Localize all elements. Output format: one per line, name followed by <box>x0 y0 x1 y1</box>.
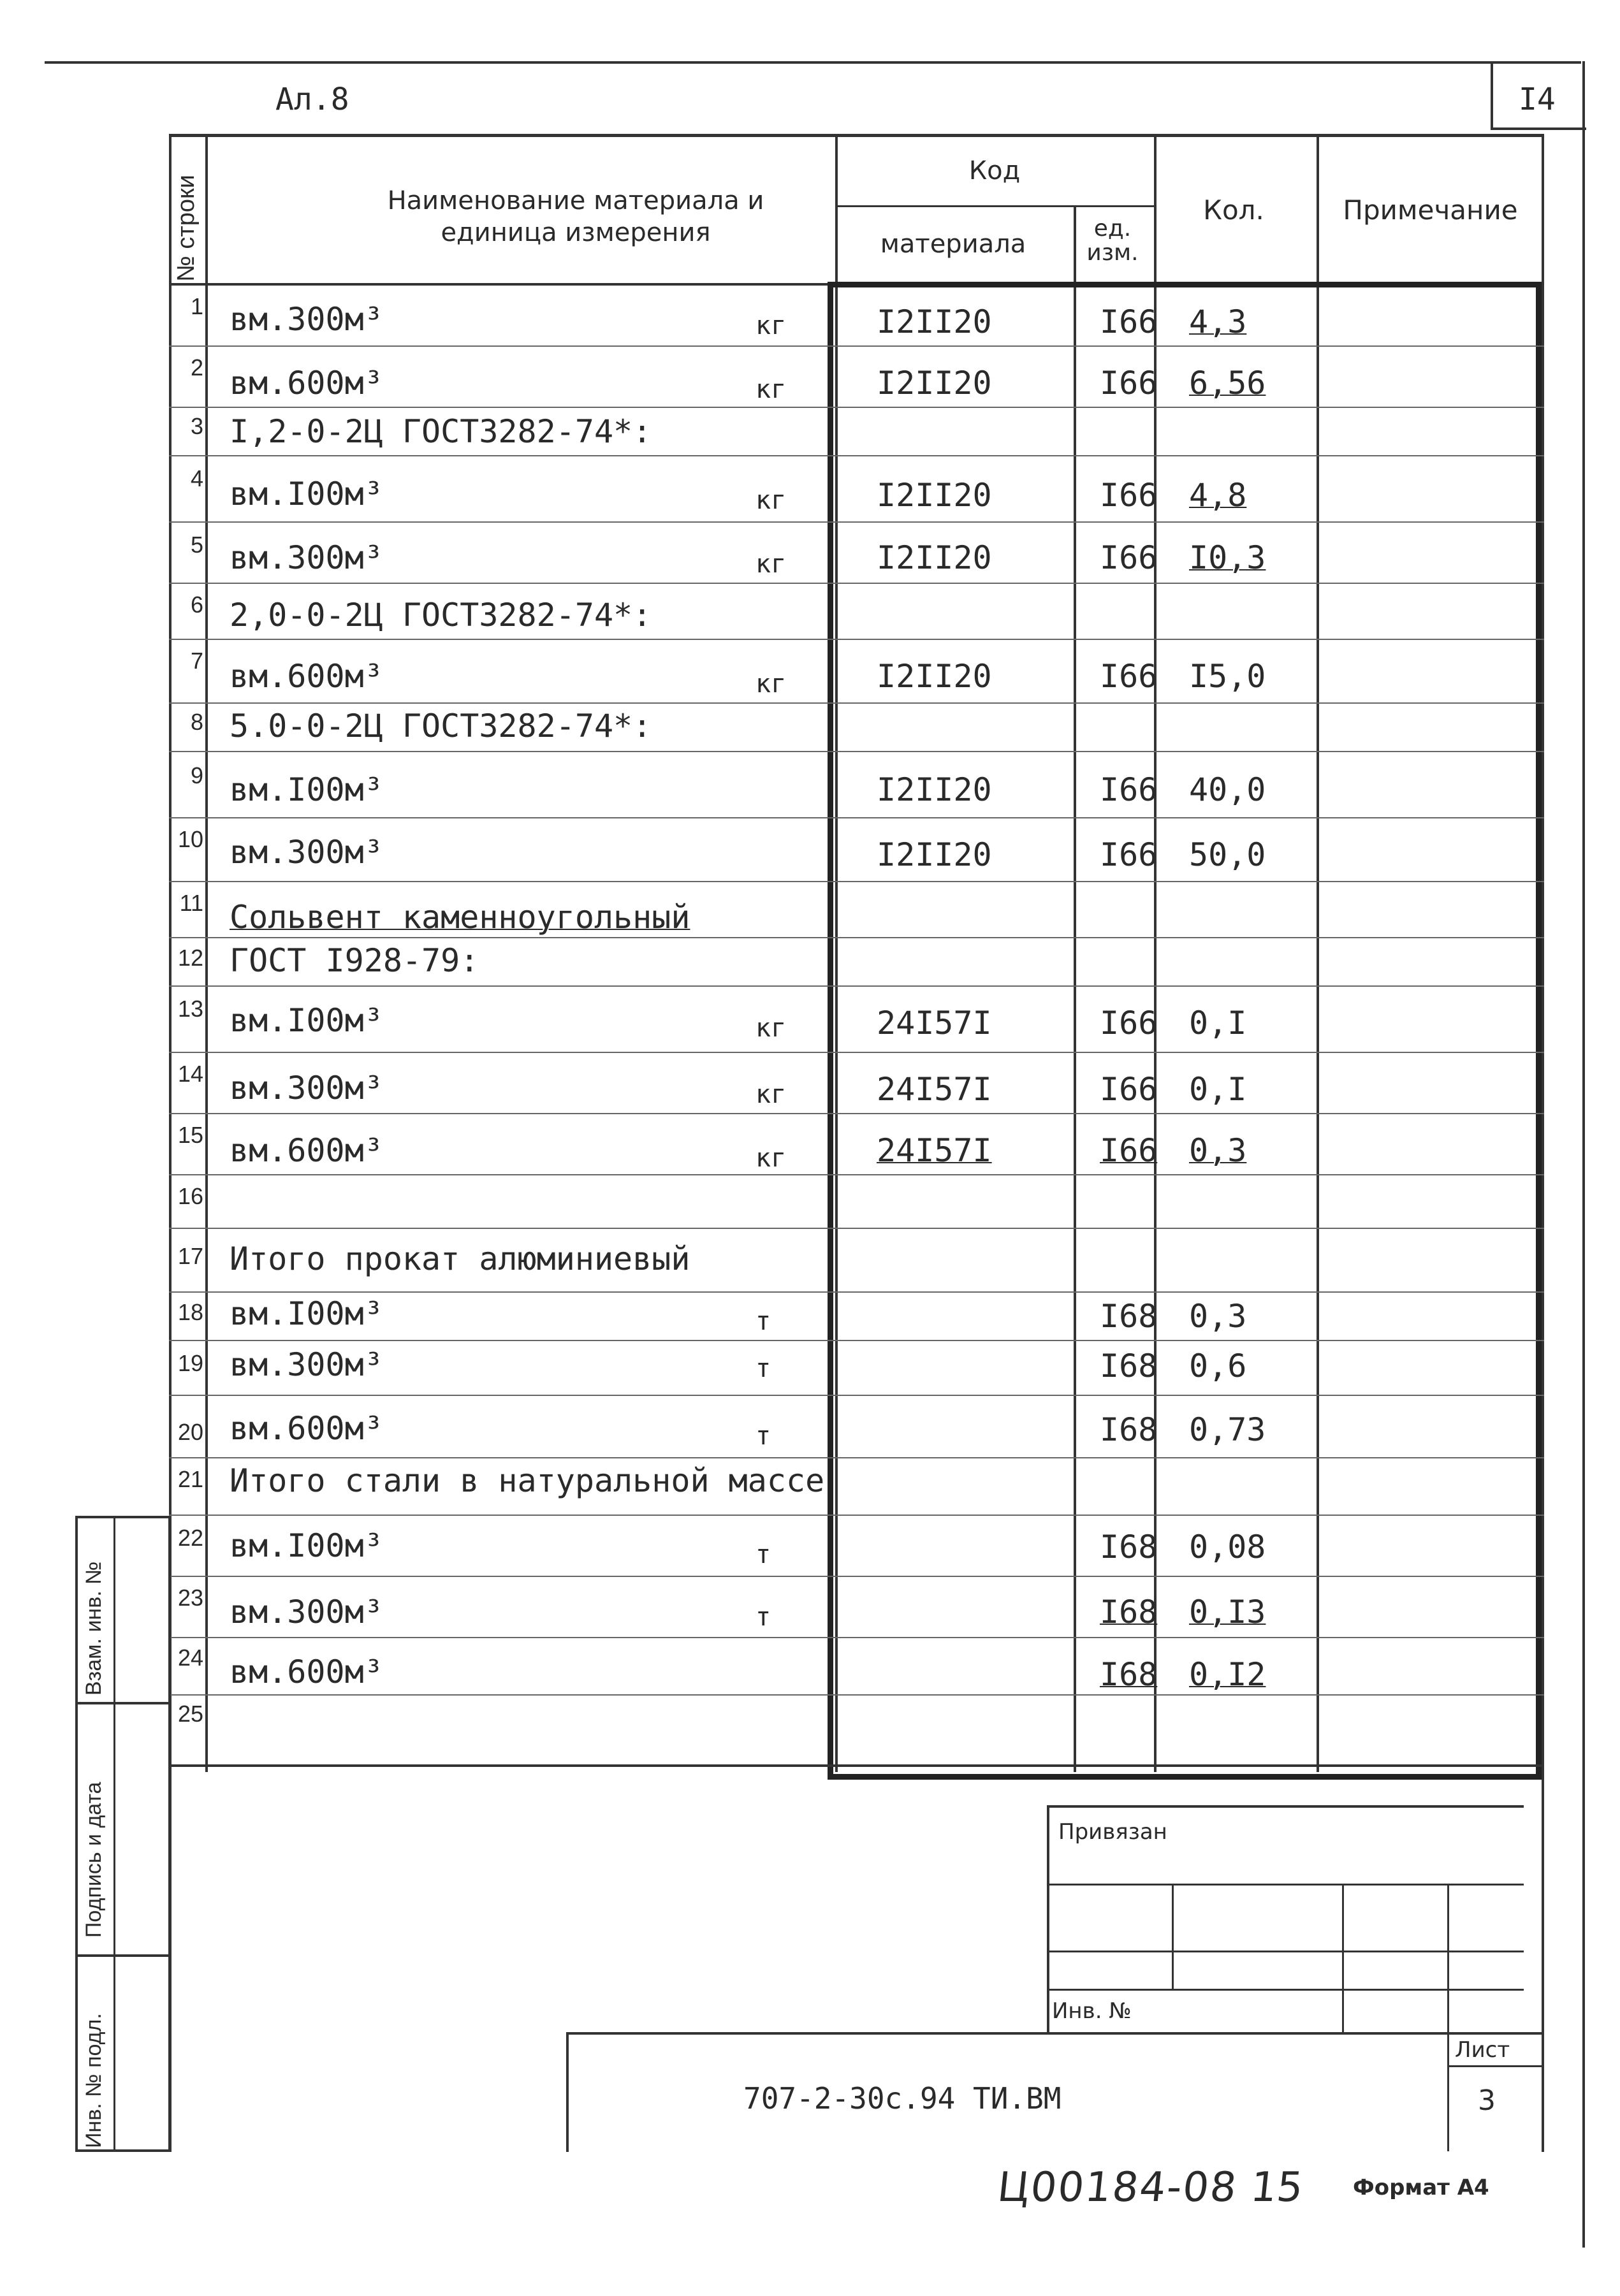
row-qty: 0,6 <box>1189 1348 1247 1384</box>
row-unit: кг <box>755 375 787 404</box>
table-row <box>169 1458 1544 1516</box>
row-code: 24I57I <box>877 1005 992 1042</box>
row-name: вм.600м³ <box>230 365 383 402</box>
row-number: 17 <box>177 1243 203 1269</box>
row-number: 23 <box>177 1585 203 1611</box>
row-code: I2II20 <box>877 365 992 402</box>
row-code: I2II20 <box>877 836 992 873</box>
table-row <box>169 456 1544 523</box>
table-row <box>169 1293 1544 1341</box>
row-unit-code: I66 <box>1100 836 1158 873</box>
table-row <box>169 523 1544 584</box>
row-unit: т <box>755 1540 771 1569</box>
binding-margin-sep-2 <box>75 1954 171 1957</box>
row-qty: 0,3 <box>1189 1132 1247 1169</box>
row-number: 14 <box>177 1061 203 1087</box>
row-number: 20 <box>177 1419 203 1445</box>
vzam-inv-label: Взам. инв. № <box>82 1561 106 1696</box>
right-border-line <box>1582 61 1585 2248</box>
row-number: 24 <box>177 1645 203 1671</box>
row-unit: кг <box>755 486 787 515</box>
row-code: 24I57I <box>877 1071 992 1108</box>
page-number: 15 <box>1248 2164 1306 2211</box>
table-row <box>169 1516 1544 1577</box>
row-number: 4 <box>190 465 203 491</box>
album-label: Ал.8 <box>275 82 349 117</box>
row-name: вм.300м³ <box>230 301 383 338</box>
row-unit: кг <box>755 549 787 579</box>
row-unit-code: I66 <box>1100 658 1158 695</box>
row-qty: 0,I <box>1189 1071 1247 1108</box>
row-number: 9 <box>190 762 203 788</box>
row-unit: кг <box>755 1144 787 1173</box>
row-code: I2II20 <box>877 771 992 808</box>
sheet-top-number: I4 <box>1519 82 1556 117</box>
row-unit-code: I68 <box>1100 1656 1158 1693</box>
list-divider <box>1447 2065 1544 2067</box>
row-number: 3 <box>190 413 203 439</box>
row-code: I2II20 <box>877 539 992 576</box>
row-code: I2II20 <box>877 658 992 695</box>
stamp-line-3 <box>1047 1989 1524 1991</box>
table-row <box>169 1053 1544 1114</box>
row-name: Сольвент каменноугольный <box>230 899 690 936</box>
privyazan-label: Привязан <box>1058 1819 1167 1845</box>
table-row <box>169 1396 1544 1458</box>
row-code: 24I57I <box>877 1132 992 1169</box>
row-qty: 4,3 <box>1189 303 1247 340</box>
binding-margin-sep-1 <box>75 1702 171 1704</box>
row-unit: т <box>755 1307 771 1336</box>
row-number: 10 <box>177 826 203 852</box>
row-name: ГОСТ I928-79: <box>230 942 479 979</box>
table-row <box>169 752 1544 818</box>
row-number: 7 <box>190 648 203 674</box>
row-number: 18 <box>177 1299 203 1325</box>
row-qty: 0,08 <box>1189 1529 1266 1566</box>
row-unit-code: I68 <box>1100 1594 1158 1631</box>
row-name: вм.I00м³ <box>230 1527 383 1564</box>
table-row <box>169 987 1544 1053</box>
table-row <box>169 286 1544 347</box>
row-name: вм.600м³ <box>230 1653 383 1690</box>
row-unit-code: I66 <box>1100 1071 1158 1108</box>
row-qty: 0,I <box>1189 1005 1247 1042</box>
table-row <box>169 584 1544 640</box>
row-name: вм.300м³ <box>230 1070 383 1107</box>
row-name: 2,0-0-2Ц ГОСТ3282-74*: <box>230 597 652 634</box>
row-number: 16 <box>177 1183 203 1209</box>
row-name: Итого прокат алюминиевый <box>230 1240 690 1277</box>
row-qty: 50,0 <box>1189 836 1266 873</box>
row-number: 6 <box>190 592 203 618</box>
table-row <box>169 640 1544 704</box>
row-name: вм.600м³ <box>230 1132 383 1169</box>
table-row <box>169 1577 1544 1638</box>
header-kod: Код <box>968 156 1021 185</box>
header-kod-divider <box>835 205 1154 207</box>
row-name: вм.I00м³ <box>230 1002 383 1039</box>
row-unit-code: I66 <box>1100 1132 1158 1169</box>
table-row <box>169 1696 1544 1740</box>
row-unit-code: I68 <box>1100 1298 1158 1335</box>
table-row <box>169 1341 1544 1396</box>
row-qty: 0,I3 <box>1189 1594 1266 1631</box>
header-name: Наименование материала и единица измерения <box>387 186 764 247</box>
table-row <box>169 882 1544 938</box>
binding-margin-divider <box>113 1516 115 2152</box>
row-unit: т <box>755 1602 771 1632</box>
table-bottom-line <box>169 1764 1544 1767</box>
table-row <box>169 1114 1544 1175</box>
row-unit: кг <box>755 1014 787 1043</box>
top-border-line <box>45 61 1581 64</box>
row-name: вм.I00м³ <box>230 771 383 808</box>
row-number: 5 <box>190 532 203 558</box>
table-header <box>169 134 1544 286</box>
table-row <box>169 704 1544 752</box>
row-name: вм.I00м³ <box>230 1295 383 1332</box>
row-number: 25 <box>177 1701 203 1727</box>
row-name: Итого стали в натуральной массе <box>230 1462 825 1499</box>
row-unit: кг <box>755 1080 787 1109</box>
row-unit-code: I68 <box>1100 1348 1158 1384</box>
header-qty: Кол. <box>1203 194 1264 226</box>
row-name: вм.I00м³ <box>230 476 383 512</box>
archive-number: Ц00184-08 <box>995 2164 1240 2211</box>
row-qty: 40,0 <box>1189 771 1266 808</box>
table-row <box>169 1229 1544 1293</box>
list-value: 3 <box>1478 2084 1496 2117</box>
row-name: вм.300м³ <box>230 1594 383 1631</box>
table-row <box>169 347 1544 408</box>
row-unit-code: I68 <box>1100 1411 1158 1448</box>
row-name: I,2-0-2Ц ГОСТ3282-74*: <box>230 413 652 450</box>
row-qty: I0,3 <box>1189 539 1266 576</box>
inv-no-label: Инв. № <box>1052 1998 1132 2024</box>
row-unit-code: I66 <box>1100 1005 1158 1042</box>
row-code: I2II20 <box>877 303 992 340</box>
row-unit-code: I66 <box>1100 771 1158 808</box>
header-kod-material: материала <box>880 229 1026 259</box>
stamp-line-2 <box>1047 1951 1524 1952</box>
row-qty: 0,3 <box>1189 1298 1247 1335</box>
row-code: I2II20 <box>877 477 992 514</box>
row-unit: кг <box>755 669 787 699</box>
row-qty: 6,56 <box>1189 365 1266 402</box>
row-name: 5.0-0-2Ц ГОСТ3282-74*: <box>230 708 652 745</box>
stamp-col-1 <box>1172 1884 1174 1991</box>
inv-podl-label: Инв. № подл. <box>82 2013 106 2148</box>
row-unit: т <box>755 1354 771 1383</box>
header-note: Примечание <box>1343 194 1518 226</box>
row-name: вм.300м³ <box>230 1346 383 1383</box>
row-number: 1 <box>190 293 203 319</box>
stamp-line-1 <box>1047 1884 1524 1885</box>
row-name: вм.600м³ <box>230 1410 383 1447</box>
document-code: 707-2-30с.94 ТИ.ВМ <box>743 2081 1062 2116</box>
row-qty: 0,I2 <box>1189 1656 1266 1693</box>
format-label: Формат А4 <box>1353 2175 1489 2200</box>
row-number: 11 <box>179 890 203 916</box>
row-number: 15 <box>177 1122 203 1148</box>
header-row-no: № строки <box>173 175 200 282</box>
stamp-col-2 <box>1342 1884 1344 2032</box>
table-row <box>169 408 1544 456</box>
row-number: 19 <box>177 1350 203 1376</box>
row-unit-code: I66 <box>1100 365 1158 402</box>
row-number: 12 <box>177 945 203 971</box>
row-name: вм.300м³ <box>230 834 383 871</box>
table-row <box>169 818 1544 882</box>
row-unit: кг <box>755 311 787 340</box>
row-number: 22 <box>177 1525 203 1551</box>
podpis-data-label: Подпись и дата <box>82 1782 106 1938</box>
row-number: 21 <box>177 1466 203 1492</box>
row-unit: т <box>755 1421 771 1451</box>
row-number: 2 <box>190 354 203 381</box>
row-unit-code: I68 <box>1100 1529 1158 1566</box>
row-qty: 0,73 <box>1189 1411 1266 1448</box>
row-number: 8 <box>190 709 203 735</box>
row-qty: I5,0 <box>1189 658 1266 695</box>
materials-table <box>169 286 1544 1740</box>
row-unit-code: I66 <box>1100 477 1158 514</box>
row-unit-code: I66 <box>1100 539 1158 576</box>
row-qty: 4,8 <box>1189 477 1247 514</box>
row-unit-code: I66 <box>1100 303 1158 340</box>
table-row <box>169 1175 1544 1229</box>
list-label: Лист <box>1455 2037 1510 2063</box>
row-name: вм.600м³ <box>230 658 383 695</box>
table-row <box>169 938 1544 987</box>
row-number: 13 <box>177 996 203 1022</box>
header-kod-unit: ед. изм. <box>1086 215 1139 266</box>
table-row <box>169 1638 1544 1696</box>
row-name: вм.300м³ <box>230 539 383 576</box>
